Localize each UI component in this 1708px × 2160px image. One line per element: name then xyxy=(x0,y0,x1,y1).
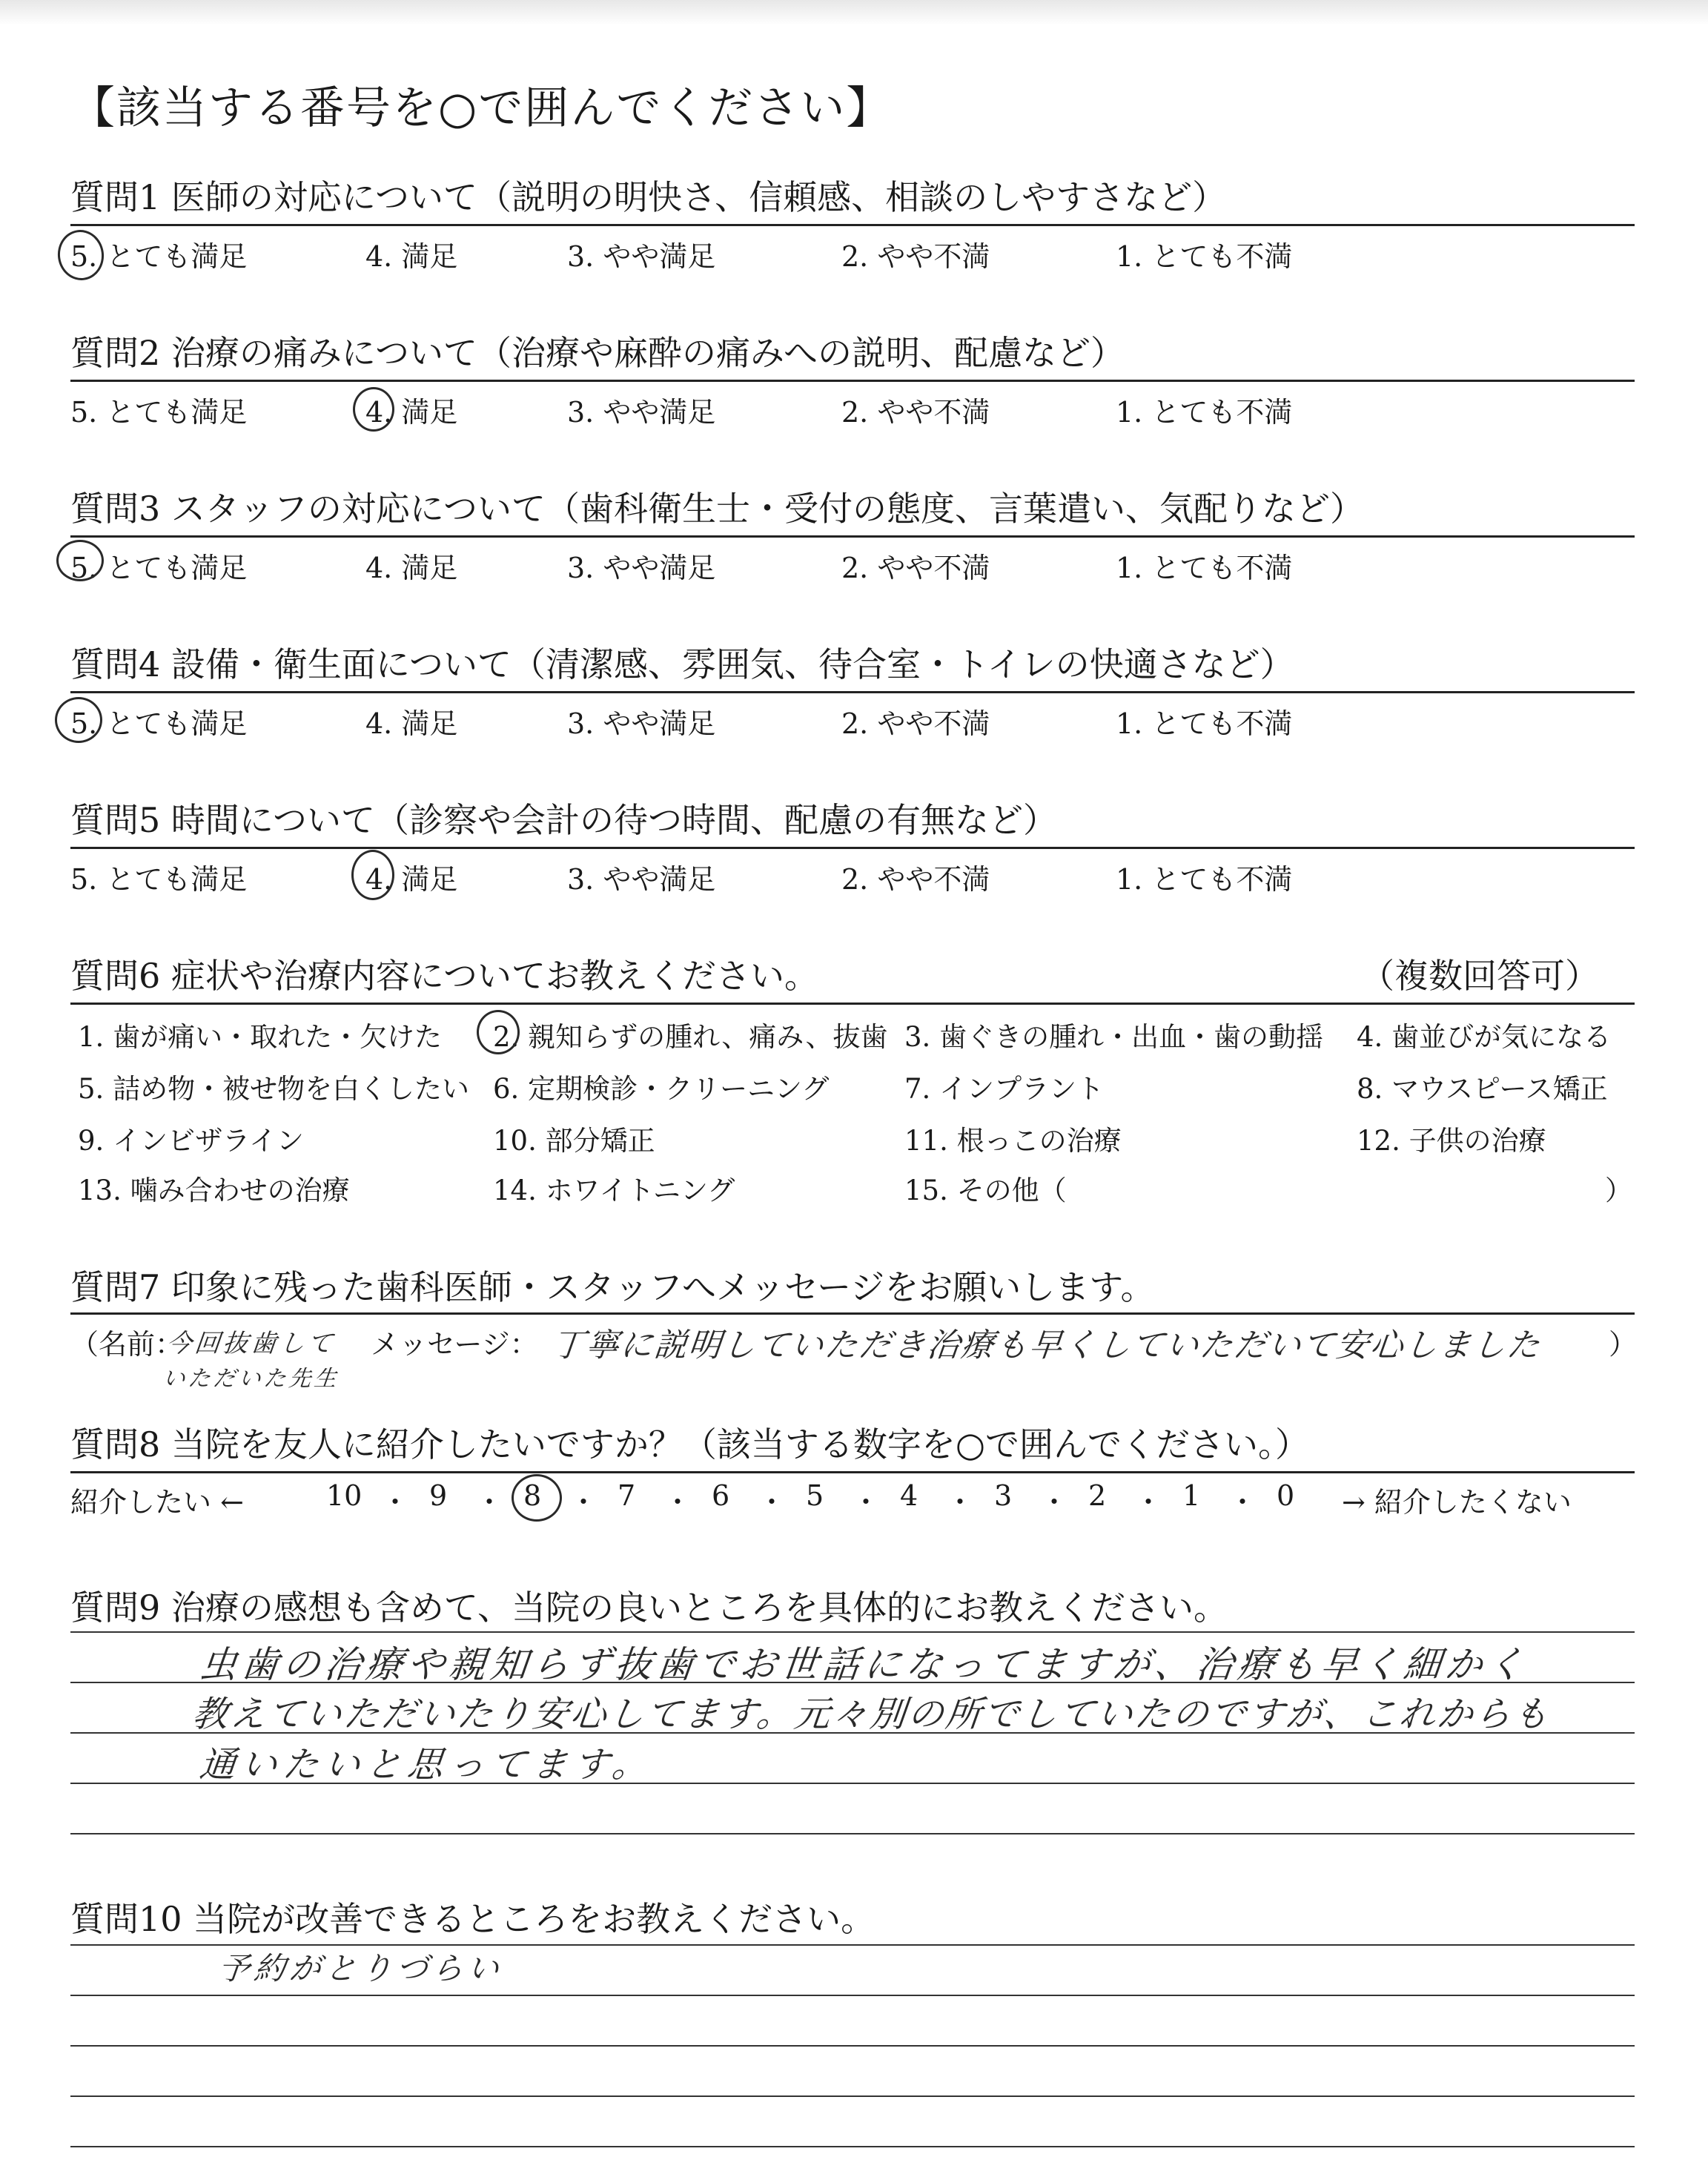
q6-option-12[interactable]: 12. 子供の治療 xyxy=(1357,1125,1546,1157)
q8-scale-value-3[interactable]: 3 xyxy=(994,1479,1013,1512)
q7-name-handwritten-line2[interactable]: いただいた先生 xyxy=(161,1366,341,1392)
q8-scale-separator: ・ xyxy=(1134,1486,1163,1519)
q1-option-3[interactable]: 3. やや満足 xyxy=(567,240,716,273)
q3-option-4[interactable]: 4. 満足 xyxy=(365,552,458,584)
q6-option-9[interactable]: 9. インビザライン xyxy=(78,1125,304,1157)
q1-option-5[interactable]: 5. とても満足 xyxy=(70,240,248,273)
q5-title: 質問5 時間について（診察や会計の待つ時間、配慮の有無など） xyxy=(70,800,1057,840)
q4-option-5[interactable]: 5. とても満足 xyxy=(70,707,248,740)
q2-selection-circle xyxy=(353,387,394,432)
q8-scale-value-4[interactable]: 4 xyxy=(900,1479,918,1512)
q9-answer-line-3[interactable]: 通いたいと思ってます。 xyxy=(197,1744,656,1786)
q8-scale-separator: ・ xyxy=(475,1486,504,1519)
q8-title: 質問8 当院を友人に紹介したいですか？（該当する数字を○で囲んでください。） xyxy=(70,1424,1310,1464)
q6-option-5[interactable]: 5. 詰め物・被せ物を白くしたい xyxy=(78,1073,470,1105)
scan-top-edge xyxy=(0,0,1708,25)
q8-selection-circle xyxy=(512,1474,562,1522)
q2-rule xyxy=(70,380,1635,382)
q8-scale-value-9[interactable]: 9 xyxy=(429,1479,448,1512)
q4-rule xyxy=(70,691,1635,693)
q8-scale-separator: ・ xyxy=(946,1486,975,1519)
q8-scale-separator: ・ xyxy=(569,1486,598,1519)
q8-rule xyxy=(70,1471,1635,1473)
q8-right-label: → 紹介したくない xyxy=(1342,1486,1572,1519)
q1-title: 質問1 医師の対応について（説明の明快さ、信頼感、相談のしやすさなど） xyxy=(70,177,1227,217)
q8-scale-value-7[interactable]: 7 xyxy=(618,1479,636,1512)
q8-scale-separator: ・ xyxy=(663,1486,692,1519)
q8-scale-value-0[interactable]: 0 xyxy=(1277,1479,1295,1512)
q2-option-5[interactable]: 5. とても満足 xyxy=(70,396,248,429)
instruction-heading: 【該当する番号を○で囲んでください】 xyxy=(70,82,893,134)
q5-rule xyxy=(70,847,1635,849)
q6-title: 質問6 症状や治療内容についてお教えください。 xyxy=(70,956,818,996)
q6-option-4[interactable]: 4. 歯並びが気になる xyxy=(1357,1021,1612,1053)
q8-scale-separator: ・ xyxy=(381,1486,410,1519)
q6-other-close: ） xyxy=(1605,1175,1632,1206)
q1-rule xyxy=(70,224,1635,226)
q6-option-14[interactable]: 14. ホワイトニング xyxy=(493,1175,735,1206)
q8-scale-value-6[interactable]: 6 xyxy=(712,1479,730,1512)
q5-option-5[interactable]: 5. とても満足 xyxy=(70,863,248,896)
q6-option-8[interactable]: 8. マウスピース矯正 xyxy=(1357,1073,1608,1105)
q6-option-6[interactable]: 6. 定期検診・クリーニング xyxy=(493,1073,830,1105)
q4-selection-circle xyxy=(55,697,102,743)
q4-option-4[interactable]: 4. 満足 xyxy=(365,707,458,740)
q7-name-label: （名前： xyxy=(70,1328,184,1361)
q2-option-3[interactable]: 3. やや満足 xyxy=(567,396,716,429)
q6-option-13[interactable]: 13. 噛み合わせの治療 xyxy=(78,1175,350,1206)
q8-scale-value-5[interactable]: 5 xyxy=(806,1479,824,1512)
q6-option-7[interactable]: 7. インプラント xyxy=(904,1073,1105,1105)
q7-title: 質問7 印象に残った歯科医師・スタッフへメッセージをお願いします。 xyxy=(70,1267,1155,1307)
q4-option-1[interactable]: 1. とても不満 xyxy=(1116,707,1293,740)
q6-option-11[interactable]: 11. 根っこの治療 xyxy=(904,1125,1122,1157)
q2-option-2[interactable]: 2. やや不満 xyxy=(841,396,990,429)
q3-option-1[interactable]: 1. とても不満 xyxy=(1116,552,1293,584)
q7-close: ） xyxy=(1609,1328,1638,1361)
q6-option-1[interactable]: 1. 歯が痛い・取れた・欠けた xyxy=(78,1021,443,1053)
q2-title: 質問2 治療の痛みについて（治療や麻酔の痛みへの説明、配慮など） xyxy=(70,333,1125,373)
q2-option-1[interactable]: 1. とても不満 xyxy=(1116,396,1293,429)
q10-line-4 xyxy=(70,2095,1635,2097)
q5-option-3[interactable]: 3. やや満足 xyxy=(567,863,716,896)
q10-line-3 xyxy=(70,2045,1635,2047)
q2-option-4[interactable]: 4. 満足 xyxy=(365,396,458,429)
q6-option-2[interactable]: 2. 親知らずの腫れ、痛み、抜歯 xyxy=(493,1021,888,1053)
q9-line-5 xyxy=(70,1833,1635,1834)
q5-option-2[interactable]: 2. やや不満 xyxy=(841,863,990,896)
q10-line-5 xyxy=(70,2146,1635,2147)
q7-rule xyxy=(70,1312,1635,1315)
q6-option-15[interactable]: 15. その他（ xyxy=(904,1175,1067,1206)
q10-answer-line-1[interactable]: 予約がとりづらい xyxy=(216,1950,506,1986)
q8-scale-separator: ・ xyxy=(1228,1486,1257,1519)
q9-answer-line-2[interactable]: 教えていただいたり安心してます。元々別の所でしていたのですが、これからも xyxy=(190,1694,1553,1735)
q5-option-1[interactable]: 1. とても不満 xyxy=(1116,863,1293,896)
q8-scale-separator: ・ xyxy=(852,1486,881,1519)
q6-option-3[interactable]: 3. 歯ぐきの腫れ・出血・歯の動揺 xyxy=(904,1021,1324,1053)
q8-scale-value-2[interactable]: 2 xyxy=(1088,1479,1107,1512)
q6-selection-circle xyxy=(477,1010,520,1054)
q8-scale-separator: ・ xyxy=(758,1486,787,1519)
q6-note: （複数回答可） xyxy=(1360,956,1599,996)
q5-option-4[interactable]: 4. 満足 xyxy=(365,863,458,896)
q9-answer-line-1[interactable]: 虫歯の治療や親知らず抜歯でお世話になってますが、治療も早く細かく xyxy=(197,1643,1531,1686)
q7-message-label: メッセージ： xyxy=(371,1328,538,1361)
q3-option-3[interactable]: 3. やや満足 xyxy=(567,552,716,584)
q8-scale-value-1[interactable]: 1 xyxy=(1182,1479,1201,1512)
q7-name-handwritten[interactable]: 今回抜歯して xyxy=(165,1329,337,1358)
q8-scale-value-10[interactable]: 10 xyxy=(326,1479,363,1512)
q8-left-label: 紹介したい ← xyxy=(70,1486,244,1519)
q6-option-10[interactable]: 10. 部分矯正 xyxy=(493,1125,655,1157)
q9-title: 質問9 治療の感想も含めて、当院の良いところを具体的にお教えください。 xyxy=(70,1588,1228,1628)
q7-message-handwritten[interactable]: 丁寧に説明していただき治療も早くしていただいて安心しました xyxy=(549,1327,1543,1364)
q10-title: 質問10 当院が改善できるところをお教えください。 xyxy=(70,1899,875,1939)
q1-option-4[interactable]: 4. 満足 xyxy=(365,240,458,273)
q6-rule xyxy=(70,1003,1635,1005)
q3-selection-circle xyxy=(56,540,104,581)
q8-scale-value-8[interactable]: 8 xyxy=(523,1479,542,1512)
q3-option-5[interactable]: 5. とても満足 xyxy=(70,552,248,584)
q1-option-2[interactable]: 2. やや不満 xyxy=(841,240,990,273)
q9-line-1 xyxy=(70,1631,1635,1633)
q4-option-3[interactable]: 3. やや満足 xyxy=(567,707,716,740)
q4-option-2[interactable]: 2. やや不満 xyxy=(841,707,990,740)
q3-rule xyxy=(70,535,1635,538)
q5-selection-circle xyxy=(351,850,394,900)
q1-option-1[interactable]: 1. とても不満 xyxy=(1116,240,1293,273)
q3-title: 質問3 スタッフの対応について（歯科衛生士・受付の態度、言葉遣い、気配りなど） xyxy=(70,489,1364,529)
q4-title: 質問4 設備・衛生面について（清潔感、雰囲気、待合室・トイレの快適さなど） xyxy=(70,644,1294,684)
q8-scale-separator: ・ xyxy=(1040,1486,1069,1519)
q3-option-2[interactable]: 2. やや不満 xyxy=(841,552,990,584)
q10-line-2 xyxy=(70,1995,1635,1996)
